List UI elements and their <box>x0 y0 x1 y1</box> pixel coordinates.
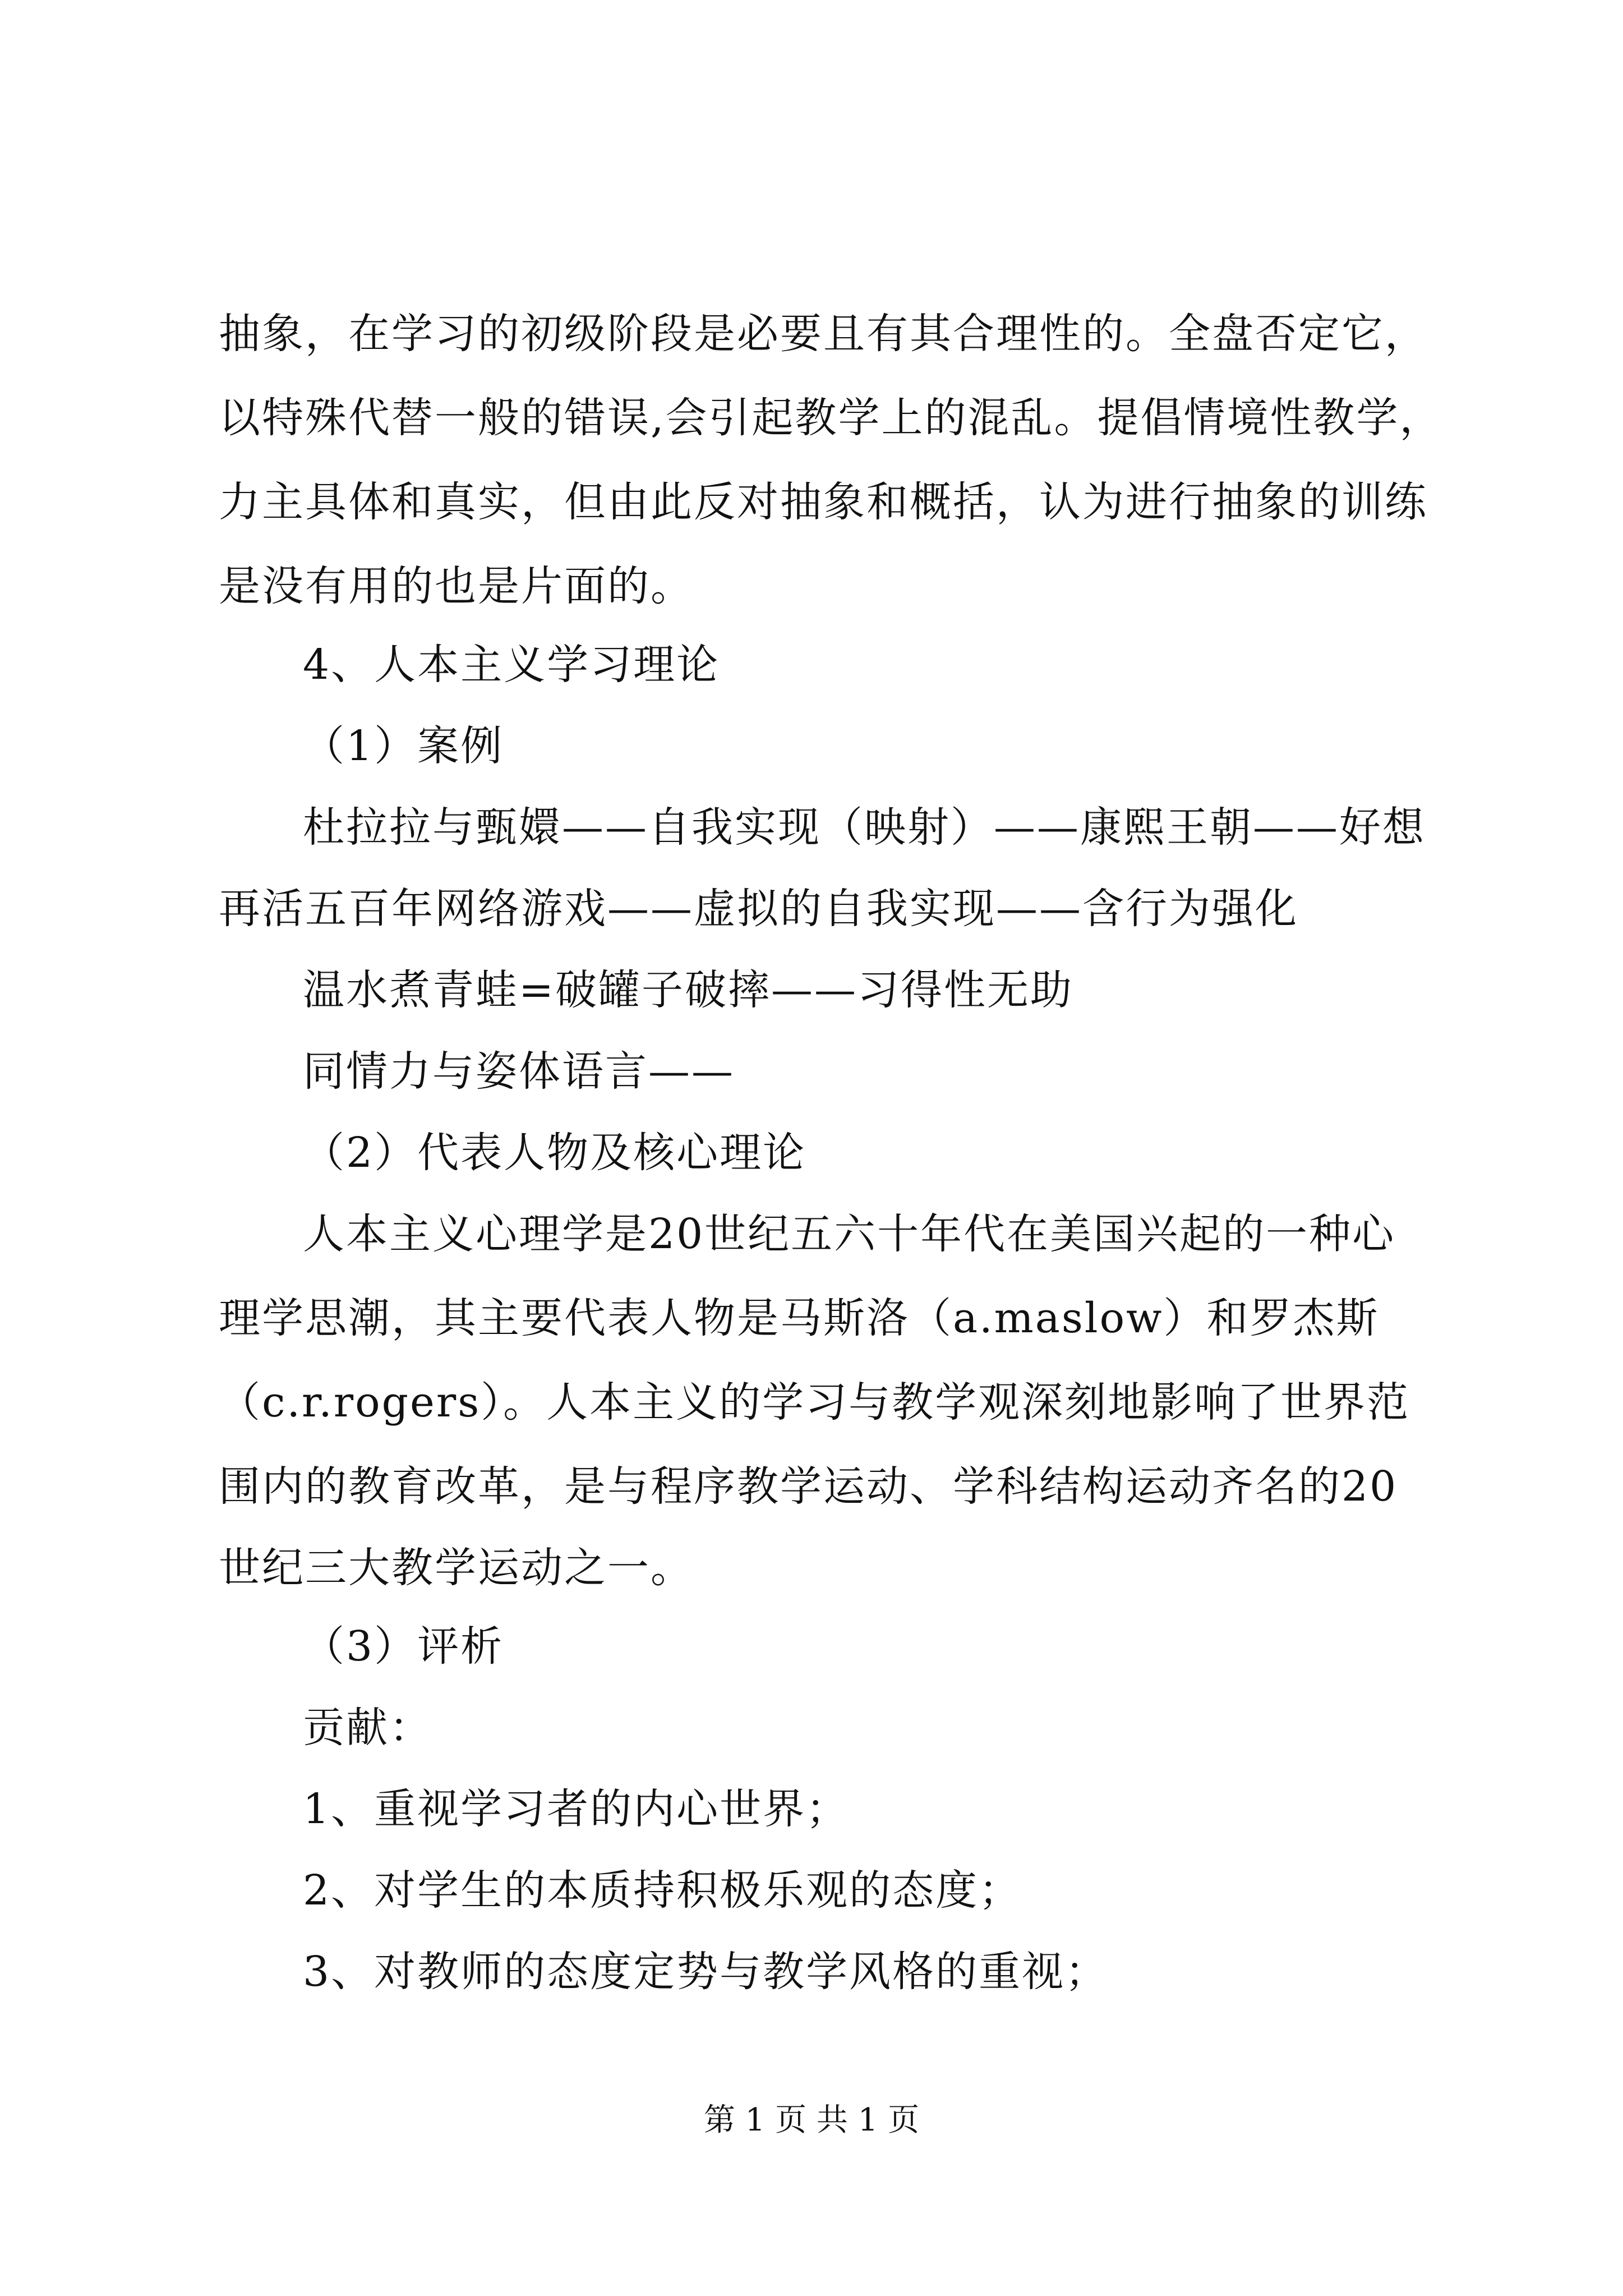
paragraph-line: 温水煮青蛙=破罐子破摔——习得性无助 <box>303 966 1074 1014</box>
list-item: 2、对学生的本质持积极乐观的态度； <box>303 1866 1022 1915</box>
paragraph-line: 力主具体和真实，但由此反对抽象和概括，认为进行抽象的训练 <box>219 478 1428 526</box>
paragraph-line: 再活五百年网络游戏——虚拟的自我实现——含行为强化 <box>219 885 1298 933</box>
paragraph-line: （c.r.rogers）。人本主义的学习与教学观深刻地影响了世界范 <box>219 1378 1410 1427</box>
paragraph-line: 同情力与姿体语言—— <box>303 1047 735 1096</box>
paragraph-line: 理学思潮，其主要代表人物是马斯洛（a.maslow）和罗杰斯 <box>219 1294 1380 1342</box>
paragraph-line: 是没有用的也是片面的。 <box>219 562 694 610</box>
paragraph-line: 世纪三大教学运动之一。 <box>219 1544 694 1592</box>
paragraph-line: 杜拉拉与甄嬛——自我实现（映射）——康熙王朝——好想 <box>303 803 1426 852</box>
subsection-heading: （3）评析 <box>303 1622 504 1671</box>
paragraph-line: 围内的教育改革，是与程序教学运动、学科结构运动齐名的20 <box>219 1462 1398 1511</box>
paragraph-line: 贡献： <box>303 1704 432 1752</box>
subsection-heading: （1）案例 <box>303 722 504 770</box>
list-item: 1、重视学习者的内心世界； <box>303 1785 850 1833</box>
section-heading: 4、人本主义学习理论 <box>303 641 720 689</box>
paragraph-line: 人本主义心理学是20世纪五六十年代在美国兴起的一种心 <box>303 1210 1396 1258</box>
paragraph-line: 抽象，在学习的初级阶段是必要且有其合理性的。全盘否定它， <box>219 310 1428 358</box>
list-item: 3、对教师的态度定势与教学风格的重视； <box>303 1948 1109 1996</box>
subsection-heading: （2）代表人物及核心理论 <box>303 1129 806 1177</box>
paragraph-line: 以特殊代替一般的错误,会引起教学上的混乱。提倡情境性教学， <box>219 394 1443 442</box>
page-footer: 第 1 页 共 1 页 <box>703 2102 920 2138</box>
